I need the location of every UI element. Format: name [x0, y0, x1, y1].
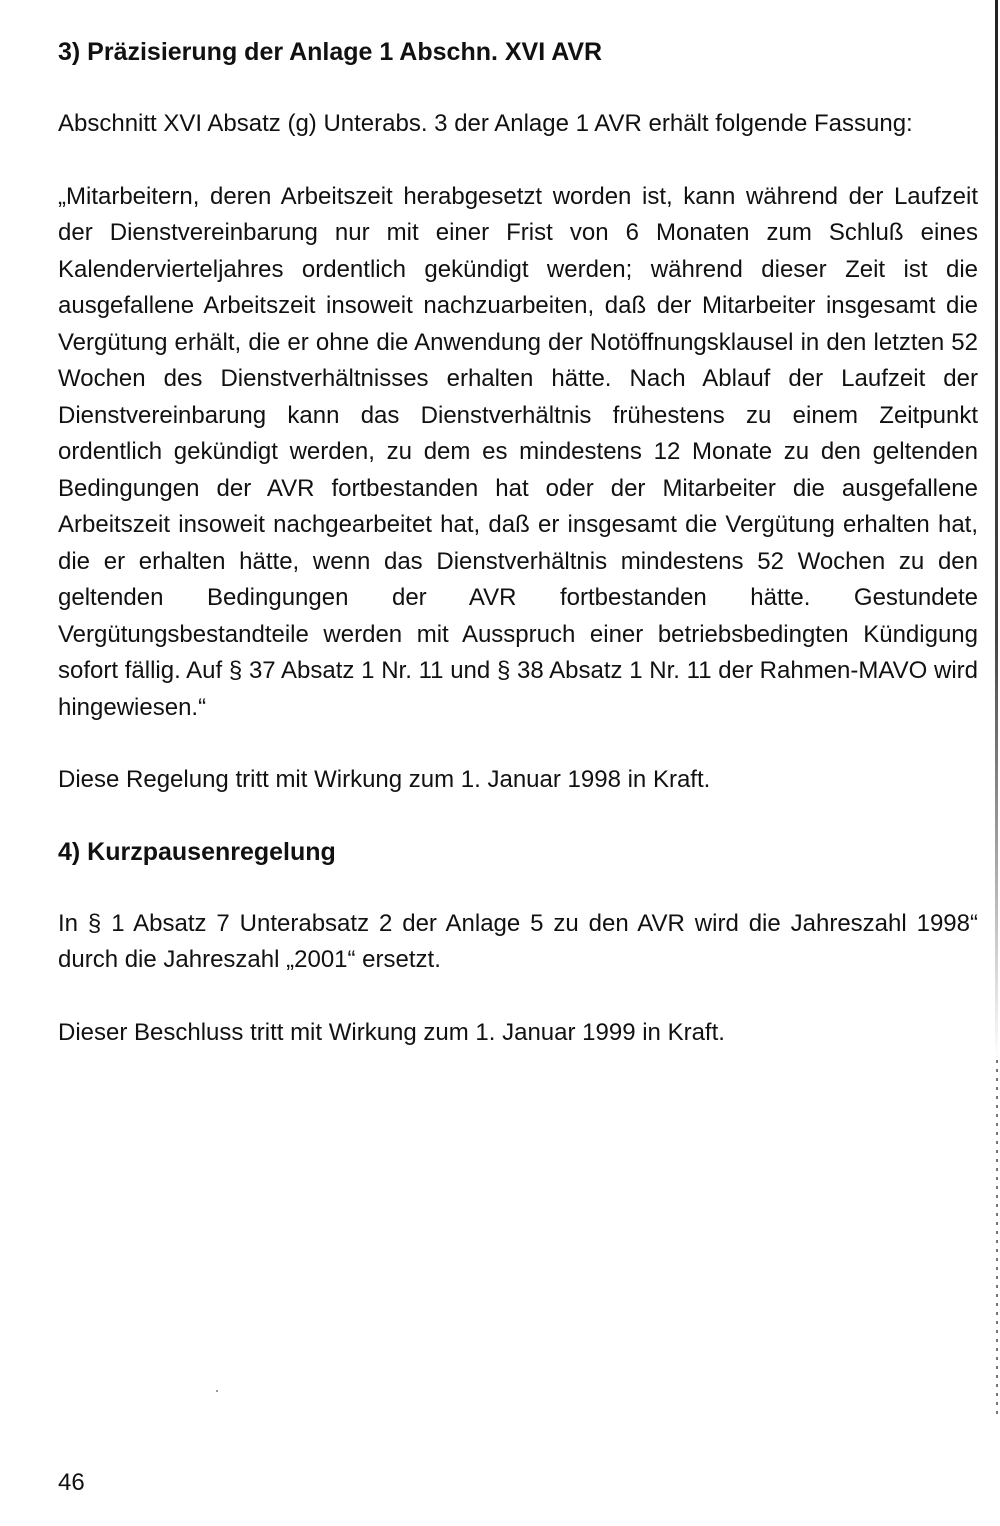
section-4-body: In § 1 Absatz 7 Unterabsatz 2 der Anlage 5 zu den AVR wird die Jahreszahl 1998“ durch die Jahreszahl „2001“ ersetzt.: [58, 909, 978, 973]
section-3-heading: 3) Präzisierung der Anlage 1 Abschn. XVI AVR: [58, 38, 603, 66]
page-number: 46: [58, 1469, 85, 1496]
section-3-effective: Diese Regelung tritt mit Wirkung zum 1. Januar 1998 in Kraft.: [58, 766, 711, 793]
page-content: [58, 34, 978, 1051]
section-3-intro: Abschnitt XVI Absatz (g) Unterabs. 3 der Anlage 1 AVR erhält folgende Fassung:: [58, 110, 913, 137]
scan-speck: [216, 1390, 218, 1392]
section-4-heading: 4) Kurzpausenregelung: [58, 837, 336, 866]
section-4-effective: Dieser Beschluss tritt mit Wirkung zum 1. Januar 1999 in Kraft.: [58, 1018, 725, 1046]
section-3-quote: „Mitarbeitern, deren Arbeitszeit herabgesetzt worden ist, kann während der Laufzeit der Dienstvereinbarung nur mit einer Frist von 6 Monaten zum Schluß eines Kalendervierteljahres ordentlich gekündigt werden; während dieser Zeit ist die ausgefallene Arbeitszeit insoweit nachzuarbeiten, daß der Mitarbeiter insgesamt die Vergütung erhält, die er ohne die Anwendung der Notöffnungsklausel in den letzten 52 Wochen des Dienstverhältnisses erhalten hätte. Nach Ablauf der Laufzeit der Dienstvereinbarung kann das Dienstverhältnis frühestens zu einem Zeitpunkt ordentlich gekündigt werden, zu dem es mindestens 12 Monate zu den geltenden Bedingungen der AVR fortbestanden hat oder der Mitarbeiter die ausgefallene Arbeitszeit insoweit nachgearbeitet hat, daß er insgesamt die Vergütung erhalten hat, die er erhalten hätte, wenn das Dienstverhältnis mindestens 52 Wochen zu den geltenden Bedingungen der AVR fortbestanden hätte. Gestundete Vergütungsbestandteile werden mit Ausspruch einer betriebsbedingten Kündigung sofort fällig. Auf § 37 Absatz 1 Nr. 11 und § 38 Absatz 1 Nr. 11 der Rahmen-MAVO wird hingewiesen.“: [58, 182, 978, 721]
page-edge-line: [995, 0, 998, 1060]
page-edge-dots: [996, 1060, 998, 1420]
